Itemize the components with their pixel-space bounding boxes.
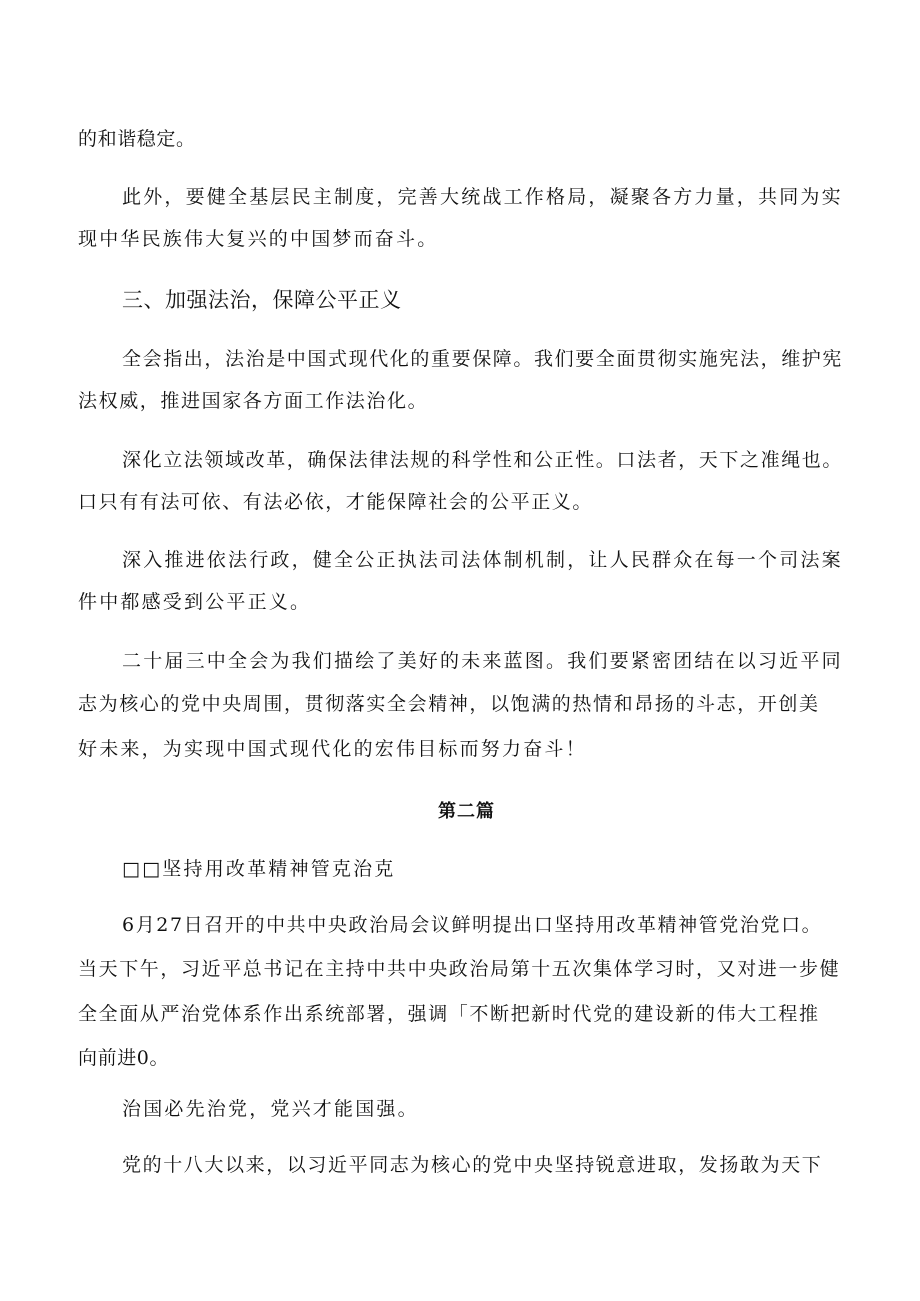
paragraph-line: 法权威，推进国家各方面工作法治化。: [78, 390, 429, 412]
paragraph-line: 全会指出，法治是中国式现代化的重要保障。我们要全面贯彻实施宪法，维护宪: [122, 348, 844, 370]
paragraph-line: 全全面从严治党体系作出系统部署，强调「不断把新时代党的建设新的伟大工程推: [78, 1003, 820, 1025]
paragraph-line: 的和谐稳定。: [78, 128, 196, 150]
paragraph-line: 好未来，为实现中国式现代化的宏伟目标而努力奋斗！: [78, 738, 587, 760]
paragraph-line: 治国必先治党，党兴才能国强。: [122, 1098, 419, 1120]
paragraph-line: 6月27日召开的中共中央政治局会议鲜明提出口坚持用改革精神管党治党口。: [122, 914, 823, 936]
paragraph-line: 二十届三中全会为我们描绘了美好的未来蓝图。我们要紧密团结在以习近平同: [122, 650, 843, 672]
paragraph-line: 志为核心的党中央周围，贯彻落实全会精神，以饱满的热情和昂扬的斗志，开创美: [78, 693, 820, 715]
paragraph-line: 现中华民族伟大复兴的中国梦而奋斗。: [78, 228, 439, 250]
paragraph-line: 党的十八大以来，以习近平同志为核心的党中央坚持锐意进取，发扬敢为天下: [122, 1154, 823, 1176]
paragraph-line: □□坚持用改革精神管克治克: [122, 858, 396, 880]
paragraph-line: 此外，要健全基层民主制度，完善大统战工作格局，凝聚各方力量，共同为实: [122, 186, 843, 208]
section-title: 第二篇: [438, 801, 495, 822]
paragraph-line: 当天下午，习近平总书记在主持中共中央政治局第十五次集体学习时，又对进一步健: [78, 958, 841, 980]
paragraph-line: 件中都感受到公平正义。: [78, 591, 312, 613]
paragraph-line: 深入推进依法行政，健全公正执法司法体制机制，让人民群众在每一个司法案: [122, 549, 843, 571]
paragraph-line: 向前进0。: [78, 1047, 170, 1069]
section-heading: 三、加强法治，保障公平正义: [122, 288, 402, 312]
paragraph-line: 深化立法领域改革，确保法律法规的科学性和公正性。口法者，天下之准绳也。: [122, 449, 844, 471]
paragraph-line: 口只有有法可依、有法必依，才能保障社会的公平正义。: [78, 491, 594, 513]
